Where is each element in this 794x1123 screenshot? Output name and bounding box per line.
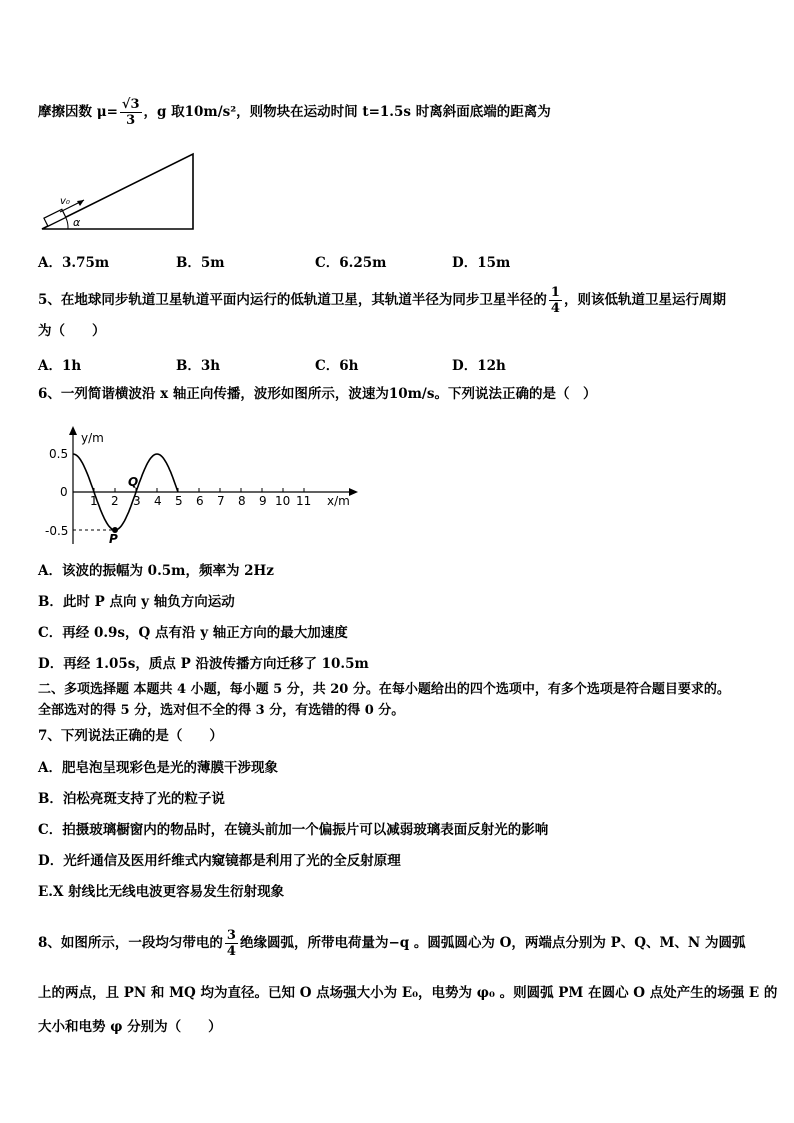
q4-stem-pre: 摩擦因数 μ= bbox=[38, 104, 118, 120]
x-tick-label: 7 bbox=[217, 494, 225, 508]
q5-stem-pre: 5、在地球同步轨道卫星轨道平面内运行的低轨道卫星，其轨道半径为同步卫星半径的 bbox=[38, 292, 547, 308]
point-q-label: Q bbox=[128, 475, 139, 489]
x-tick-label: 6 bbox=[196, 494, 204, 508]
q5-option-d: D．12h bbox=[452, 358, 506, 374]
q7-option-e: E.X 射线比无线电波更容易发生衍射现象 bbox=[38, 884, 285, 900]
section2-line1: 二、多项选择题 本题共 4 小题，每小题 5 分，共 20 分。在每小题给出的四个选项中，有多个选项是符合题目要求的。 bbox=[38, 682, 730, 697]
q4-stem-line bbox=[38, 97, 551, 128]
y-tick-label: 0 bbox=[60, 485, 68, 499]
x-tick-label: 4 bbox=[154, 494, 162, 508]
q5-option-b: B．3h bbox=[176, 358, 221, 374]
q5-frac-den: 4 bbox=[550, 301, 560, 316]
q4-option-a: A．3.75m bbox=[38, 255, 110, 271]
q8-frac-den: 4 bbox=[226, 944, 236, 959]
x-tick-label: 3 bbox=[133, 494, 141, 508]
q8-stem-pre: 8、如图所示，一段均匀带电的 bbox=[38, 935, 223, 951]
q6-option-c: C．再经 0.9s，Q 点有沿 y 轴正方向的最大加速度 bbox=[38, 625, 348, 641]
q4-stem-post: ，g 取10m/s²，则物块在运动时间 t=1.5s 时离斜面底端的距离为 bbox=[143, 104, 551, 120]
q4-option-d: D．15m bbox=[452, 255, 511, 271]
fig-v0-label: v₀ bbox=[60, 196, 70, 207]
q7-option-b: B．泊松亮斑支持了光的粒子说 bbox=[38, 791, 225, 807]
x-tick-label: 11 bbox=[296, 494, 312, 508]
q4-frac-num: √3 bbox=[121, 97, 140, 112]
q5-stem-line1 bbox=[38, 285, 726, 316]
alpha-arc bbox=[66, 218, 68, 229]
y-axis-arrow bbox=[69, 426, 77, 435]
q6-option-d: D．再经 1.05s，质点 P 沿波传播方向迁移了 10.5m bbox=[38, 656, 369, 672]
wave-figure bbox=[40, 422, 370, 547]
q5-stem-post: ，则该低轨道卫星运行周期 bbox=[563, 292, 726, 308]
fig-alpha-label: α bbox=[73, 216, 81, 229]
q5-stem-line2: 为（ ） bbox=[38, 323, 106, 339]
y-axis-label: y/m bbox=[81, 431, 104, 445]
q8-stem-line2: 上的两点，且 PN 和 MQ 均为直径。已知 O 点场强大小为 E₀，电势为 φ₀ 。则圆弧 PM 在圆心 O 点处产生的场强 E 的 bbox=[38, 985, 778, 1001]
x-tick-label: 10 bbox=[275, 494, 291, 508]
x-tick-label: 2 bbox=[111, 494, 119, 508]
q5-frac-num: 1 bbox=[550, 285, 560, 300]
x-axis-arrow bbox=[349, 488, 358, 496]
block bbox=[44, 209, 66, 226]
q7-option-c: C．拍摄玻璃橱窗内的物品时，在镜头前加一个偏振片可以减弱玻璃表面反射光的影响 bbox=[38, 822, 549, 838]
incline-figure bbox=[38, 150, 198, 232]
q8-stem-line1 bbox=[38, 928, 745, 959]
section2-line2: 全部选对的得 5 分，选对但不全的得 3 分，有选错的得 0 分。 bbox=[38, 703, 405, 718]
q4-option-b: B．5m bbox=[176, 255, 225, 271]
x-tick-label: 8 bbox=[238, 494, 246, 508]
y-tick-label: -0.5 bbox=[45, 524, 69, 538]
x-tick-label: 5 bbox=[175, 494, 183, 508]
q6-stem: 6、一列简谐横波沿 x 轴正向传播，波形如图所示，波速为10m/s。下列说法正确的是（ ） bbox=[38, 386, 597, 402]
q4-frac-den: 3 bbox=[126, 113, 136, 128]
q7-stem: 7、下列说法正确的是（ ） bbox=[38, 728, 223, 744]
q5-option-a: A．1h bbox=[38, 358, 82, 374]
q6-option-b: B．此时 P 点向 y 轴负方向运动 bbox=[38, 594, 235, 610]
x-axis-label: x/m bbox=[327, 494, 350, 508]
x-ticks bbox=[90, 488, 311, 508]
q5-option-c: C．6h bbox=[315, 358, 359, 374]
q8-fraction bbox=[225, 928, 238, 959]
q6-option-a: A．该波的振幅为 0.5m，频率为 2Hz bbox=[38, 563, 274, 579]
x-tick-label: 9 bbox=[259, 494, 267, 508]
q7-option-a: A．肥皂泡呈现彩色是光的薄膜干涉现象 bbox=[38, 760, 278, 776]
q4-mu-fraction bbox=[120, 97, 142, 128]
q7-option-d: D．光纤通信及医用纤维式内窥镜都是利用了光的全反射原理 bbox=[38, 853, 401, 869]
y-tick-label: 0.5 bbox=[49, 447, 69, 461]
q4-option-c: C．6.25m bbox=[315, 255, 387, 271]
q5-fraction bbox=[549, 285, 562, 316]
q8-stem-line3: 大小和电势 φ 分别为（ ） bbox=[38, 1019, 222, 1035]
q8-frac-num: 3 bbox=[226, 928, 236, 943]
x-tick-label: 1 bbox=[90, 494, 98, 508]
point-p-label: P bbox=[109, 532, 118, 546]
q8-stem-post: 绝缘圆弧，所带电荷量为−q 。圆弧圆心为 O，两端点分别为 P、Q、M、N 为圆弧 bbox=[239, 935, 746, 951]
